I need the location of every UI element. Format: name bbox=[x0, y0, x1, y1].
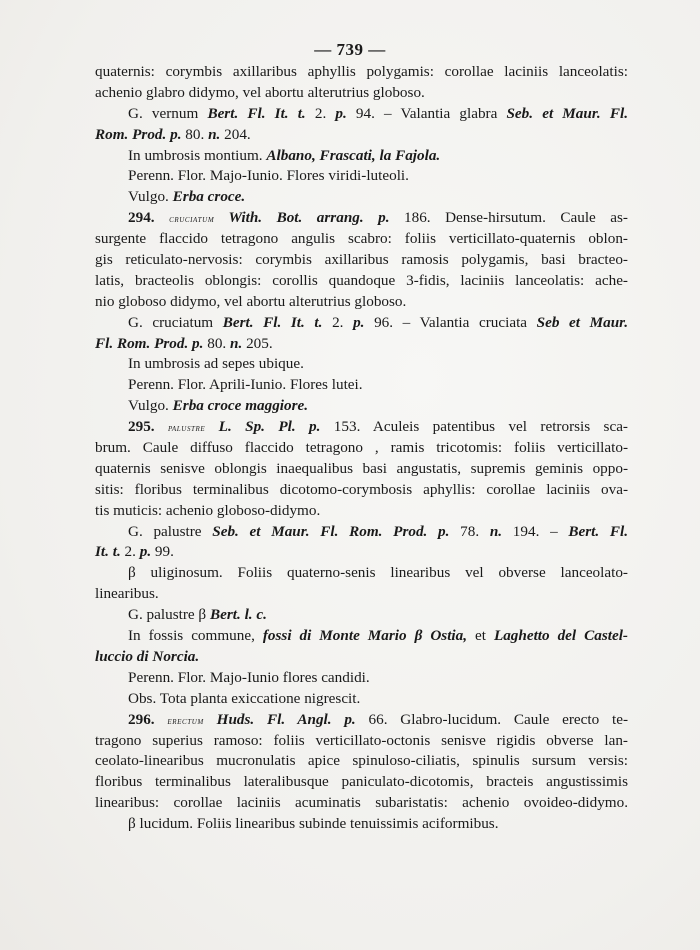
italic-text: Rom. Prod. p. bbox=[95, 125, 182, 143]
text-run: In fossis commune, bbox=[128, 627, 263, 645]
species-name: palustre bbox=[167, 423, 206, 435]
text-run: G. palustre β bbox=[128, 606, 210, 624]
text-run: Vulgo. bbox=[128, 397, 173, 415]
text-line bbox=[95, 354, 628, 375]
text-line bbox=[95, 417, 628, 438]
text-line bbox=[95, 229, 628, 250]
text-run: sitis: floribus terminalibus dicotomo-corymbosis aphyllis: corollae laciniis ova- bbox=[95, 480, 628, 498]
italic-text: Erba croce maggiore. bbox=[172, 397, 309, 415]
text-run: 186. Dense-hirsutum. Caule as- bbox=[389, 209, 628, 227]
text-line bbox=[95, 647, 628, 668]
text-line bbox=[95, 542, 628, 563]
text-line bbox=[95, 459, 628, 480]
italic-text: p. bbox=[335, 104, 347, 122]
text-line bbox=[95, 250, 628, 271]
italic-text: Seb. et Maur. Fl. Rom. Prod. p. bbox=[212, 522, 450, 540]
text-line bbox=[95, 166, 628, 187]
text-run: quaternis senisve oblongis inaequalibus basi angustatis, supremis geminis oppo- bbox=[95, 459, 628, 477]
text-line bbox=[95, 334, 628, 355]
text-run: Obs. Tota planta exiccatione nigrescit. bbox=[128, 689, 361, 707]
italic-text: fossi di Monte Mario β Ostia, bbox=[262, 627, 468, 645]
text-line bbox=[95, 814, 628, 835]
text-run: 2. bbox=[322, 313, 354, 331]
page-number: — 739 — bbox=[314, 40, 386, 59]
italic-text: p. bbox=[139, 543, 152, 561]
text-run: brum. Caule diffuso flaccido tetragono , ramis tricotomis: foliis verticillato- bbox=[95, 439, 628, 457]
text-line bbox=[95, 731, 628, 752]
text-line bbox=[95, 187, 628, 208]
text-run: linearibus. bbox=[95, 585, 159, 603]
text-run: gis reticulato-nervosis: corymbis axillaribus ramosis polygamis, basi bracteo- bbox=[95, 251, 628, 269]
text-line bbox=[95, 104, 628, 125]
text-run: tis muticis: achenio globoso-didymo. bbox=[95, 501, 321, 519]
text-line bbox=[95, 626, 628, 647]
text-run: 194. – bbox=[502, 522, 569, 540]
text-run: 80. bbox=[203, 334, 231, 352]
text-run: 99. bbox=[151, 543, 174, 561]
text-line bbox=[95, 438, 628, 459]
italic-text: Huds. Fl. Angl. p. bbox=[203, 710, 356, 728]
text-line bbox=[95, 751, 628, 772]
italic-text: Erba croce. bbox=[172, 188, 246, 206]
italic-text: Seb et Maur. bbox=[536, 313, 629, 331]
text-run: In umbrosis montium. bbox=[128, 146, 267, 164]
italic-text: L. Sp. Pl. p. bbox=[205, 418, 321, 436]
text-line bbox=[95, 208, 628, 229]
body-text bbox=[95, 62, 628, 835]
text-run: G. palustre bbox=[128, 522, 213, 540]
text-line bbox=[95, 710, 628, 731]
text-run: 80. bbox=[181, 125, 209, 143]
text-line bbox=[95, 689, 628, 710]
text-run: G. vernum bbox=[128, 104, 208, 122]
text-line bbox=[95, 605, 628, 626]
text-line bbox=[95, 396, 628, 417]
text-run: nio globoso didymo, vel abortu alterutrius globoso. bbox=[95, 292, 407, 310]
text-run: 2. bbox=[305, 104, 336, 122]
italic-text: Fl. Rom. Prod. p. bbox=[95, 334, 204, 352]
text-run: Perenn. Flor. Majo-Iunio flores candidi. bbox=[128, 668, 370, 686]
text-run: 66. Glabro-lucidum. Caule erecto te- bbox=[355, 710, 628, 728]
italic-text: n. bbox=[230, 334, 243, 352]
text-line bbox=[95, 563, 628, 584]
text-run: G. cruciatum bbox=[128, 313, 223, 331]
italic-text: n. bbox=[489, 522, 503, 540]
italic-text: Bert. Fl. bbox=[568, 522, 629, 540]
text-line bbox=[95, 146, 628, 167]
italic-text: Laghetto del Castel- bbox=[493, 627, 628, 645]
text-line bbox=[95, 271, 628, 292]
text-line bbox=[95, 292, 628, 313]
text-line bbox=[95, 793, 628, 814]
text-run: β uliginosum. Foliis quaterno-senis linearibus vel obverse lanceolato- bbox=[128, 564, 628, 582]
text-run: 153. Aculeis patentibus vel retrorsis sca- bbox=[320, 418, 628, 436]
italic-text: Seb. et Maur. Fl. bbox=[506, 104, 628, 122]
italic-text: Albano, Frascati, la Fajola. bbox=[266, 146, 441, 164]
entry-number: 294. bbox=[128, 209, 170, 227]
italic-text: n. bbox=[208, 125, 221, 143]
text-run: achenio glabro didymo, vel abortu alterutrius globoso. bbox=[95, 83, 425, 101]
text-run: floribus terminalibus lateralibusque paniculato-dicotomis, bracteis angustissimis bbox=[95, 773, 628, 791]
italic-text: Bert. Fl. It. t. bbox=[207, 104, 306, 122]
text-run: In umbrosis ad sepes ubique. bbox=[128, 355, 304, 373]
text-run: tragono superius ramoso: foliis verticillato-octonis senisve rigidis obverse lan- bbox=[95, 731, 628, 749]
italic-text: luccio di Norcia. bbox=[95, 647, 200, 665]
text-run: 78. bbox=[449, 522, 490, 540]
italic-text: Bert. l. c. bbox=[209, 606, 267, 624]
text-run: 94. – Valantia glabra bbox=[346, 104, 507, 122]
text-line bbox=[95, 772, 628, 793]
text-line bbox=[95, 480, 628, 501]
text-line bbox=[95, 375, 628, 396]
text-run: linearibus: corollae laciniis acuminatis subaristatis: achenio ovoideo-didymo. bbox=[95, 794, 628, 812]
text-line bbox=[95, 62, 628, 83]
text-run: 96. – Valantia cruciata bbox=[364, 313, 537, 331]
text-run: β lucidum. Foliis linearibus subinde tenuissimis aciformibus. bbox=[128, 815, 499, 833]
text-run: quaternis: corymbis axillaribus aphyllis polygamis: corollae laciniis lanceolatis: bbox=[95, 63, 628, 80]
italic-text: p. bbox=[353, 313, 365, 331]
text-run: Perenn. Flor. Aprili-Iunio. Flores lutei. bbox=[128, 376, 363, 394]
text-run: 204. bbox=[220, 125, 251, 143]
text-run: ceolato-linearibus mucronulatis apice spinuloso-ciliatis, spinulis sursum versis: bbox=[95, 752, 628, 770]
text-line bbox=[95, 584, 628, 605]
text-run: 205. bbox=[242, 334, 273, 352]
text-run: latis, bracteolis oblongis: corollis quandoque 3-fidis, laciniis lanceolatis: ache- bbox=[95, 271, 628, 289]
species-name: cruciatum bbox=[169, 214, 215, 226]
text-line bbox=[95, 125, 628, 146]
text-run: Vulgo. bbox=[128, 188, 173, 206]
italic-text: With. Bot. arrang. p. bbox=[214, 209, 390, 227]
text-line bbox=[95, 501, 628, 522]
entry-number: 296. bbox=[128, 710, 168, 728]
species-name: erectum bbox=[167, 715, 204, 727]
italic-text: Bert. Fl. It. t. bbox=[222, 313, 323, 331]
text-line bbox=[95, 522, 628, 543]
text-run: et bbox=[467, 627, 494, 645]
text-line bbox=[95, 83, 628, 104]
text-run: surgente flaccido tetragono angulis scabro: foliis verticillato-quaternis oblon- bbox=[95, 230, 628, 248]
text-run: Perenn. Flor. Majo-Iunio. Flores viridi-luteoli. bbox=[128, 167, 409, 185]
italic-text: It. t. bbox=[95, 543, 121, 561]
text-run: 2. bbox=[120, 543, 140, 561]
text-line bbox=[95, 313, 628, 334]
entry-number: 295. bbox=[128, 418, 168, 436]
text-line bbox=[95, 668, 628, 689]
